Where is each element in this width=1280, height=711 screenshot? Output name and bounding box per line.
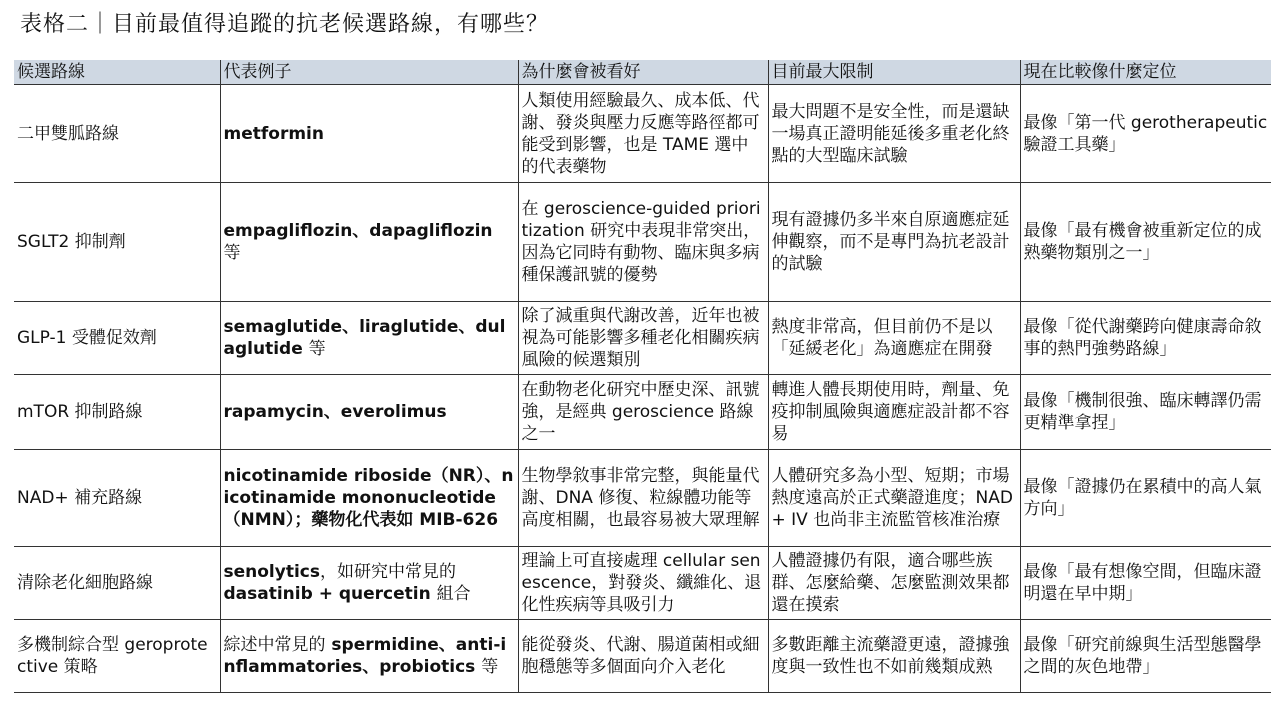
route-cell: GLP-1 受體促效劑 [14,302,220,375]
example-cell [220,302,518,375]
limit-cell: 熱度非常高，但目前仍不是以「延緩老化」為適應症在開發 [768,302,1020,375]
limit-cell: 多數距離主流藥證更遠，證據強度與一致性也不如前幾類成熟 [768,620,1020,693]
example-text: rapamycin、everolimus [223,402,447,422]
table-row [14,302,1271,375]
why-cell: 能從發炎、代謝、腸道菌相或細胞穩態等多個面向介入老化 [518,620,768,693]
route-cell: 二甲雙胍路線 [14,85,220,183]
route-cell: 清除老化細胞路線 [14,547,220,620]
table-row [14,85,1271,183]
table-row [14,375,1271,450]
table-title: 表格二｜目前最值得追蹤的抗老候選路線，有哪些？ [20,12,550,37]
why-cell: 人類使用經驗最久、成本低、代謝、發炎與壓力反應等路徑都可能受到影響，也是 TAME 選中的代表藥物 [518,85,768,183]
header-why: 為什麼會被看好 [518,60,768,85]
route-cell: SGLT2 抑制劑 [14,183,220,302]
header-route: 候選路線 [14,60,220,85]
position-cell: 最像「第一代 gerotherapeutic 驗證工具藥」 [1020,85,1271,183]
position-cell: 最像「研究前線與生活型態醫學之間的灰色地帶」 [1020,620,1271,693]
position-cell: 最像「證據仍在累積中的高人氣方向」 [1020,450,1271,547]
header-row [14,60,1271,85]
header-example: 代表例子 [220,60,518,85]
table-row [14,450,1271,547]
example-text: senolytics [223,562,320,582]
example-text: spermidine、anti-inflammatories、probiotics [223,635,507,677]
example-text: semaglutide、liraglutide、dulaglutide [223,317,506,359]
header-position: 現在比較像什麼定位 [1020,60,1271,85]
table-row [14,183,1271,302]
limit-cell: 最大問題不是安全性，而是還缺一場真正證明能延後多重老化終點的大型臨床試驗 [768,85,1020,183]
candidate-routes-table [14,60,1271,693]
table-row [14,547,1271,620]
why-cell: 理論上可直接處理 cellular senescence，對發炎、纖維化、退化性疾病等具吸引力 [518,547,768,620]
example-text: empagliflozin、dapagliflozin [223,221,493,241]
example-cell [220,547,518,620]
table-row [14,620,1271,693]
why-cell: 生物學敘事非常完整，與能量代謝、DNA 修復、粒線體功能等高度相關，也最容易被大眾理解 [518,450,768,547]
why-text: 在 geroscience-guided prioritization 研究中表現非常突出，因為它同時有動物、臨床與多病種保護訊號的優勢 [521,199,761,285]
example-tail: dasatinib + quercetin [223,584,431,604]
example-suffix: 等 [308,339,326,359]
position-cell: 最像「最有機會被重新定位的成熟藥物類別之一」 [1020,183,1271,302]
why-cell [518,183,768,302]
position-cell: 最像「機制很強、臨床轉譯仍需更精準拿捏」 [1020,375,1271,450]
example-suffix: 組合 [436,584,471,604]
route-cell: mTOR 抑制路線 [14,375,220,450]
header-limit: 目前最大限制 [768,60,1020,85]
example-text: nicotinamide riboside（NR）、nicotinamide mononucleotide（NMN）；藥物化代表如 MIB-626 [223,466,514,530]
example-suffix: 等 [223,243,241,263]
example-cell [220,85,518,183]
example-prefix: 綜述中常見的 [223,635,326,655]
position-cell: 最像「最有想像空間，但臨床證明還在早中期」 [1020,547,1271,620]
why-cell: 除了減重與代謝改善，近年也被視為可能影響多種老化相關疾病風險的候選類別 [518,302,768,375]
example-mid: ，如研究中常見的 [320,562,456,582]
route-cell: NAD+ 補充路線 [14,450,220,547]
route-cell: 多機制綜合型 geroprotective 策略 [14,620,220,693]
example-cell [220,183,518,302]
why-cell: 在動物老化研究中歷史深、訊號強，是經典 geroscience 路線之一 [518,375,768,450]
example-cell [220,620,518,693]
limit-cell: 轉進人體長期使用時，劑量、免疫抑制風險與適應症設計都不容易 [768,375,1020,450]
position-cell: 最像「從代謝藥跨向健康壽命敘事的熱門強勢路線」 [1020,302,1271,375]
example-suffix: 等 [481,657,499,677]
limit-cell: 人體證據仍有限，適合哪些族群、怎麼給藥、怎麼監測效果都還在摸索 [768,547,1020,620]
example-cell [220,375,518,450]
limit-cell: 現有證據仍多半來自原適應症延伸觀察，而不是專門為抗老設計的試驗 [768,183,1020,302]
limit-cell: 人體研究多為小型、短期；市場熱度遠高於正式藥證進度；NAD+ IV 也尚非主流監管核准治療 [768,450,1020,547]
example-cell [220,450,518,547]
example-text: metformin [223,123,324,144]
